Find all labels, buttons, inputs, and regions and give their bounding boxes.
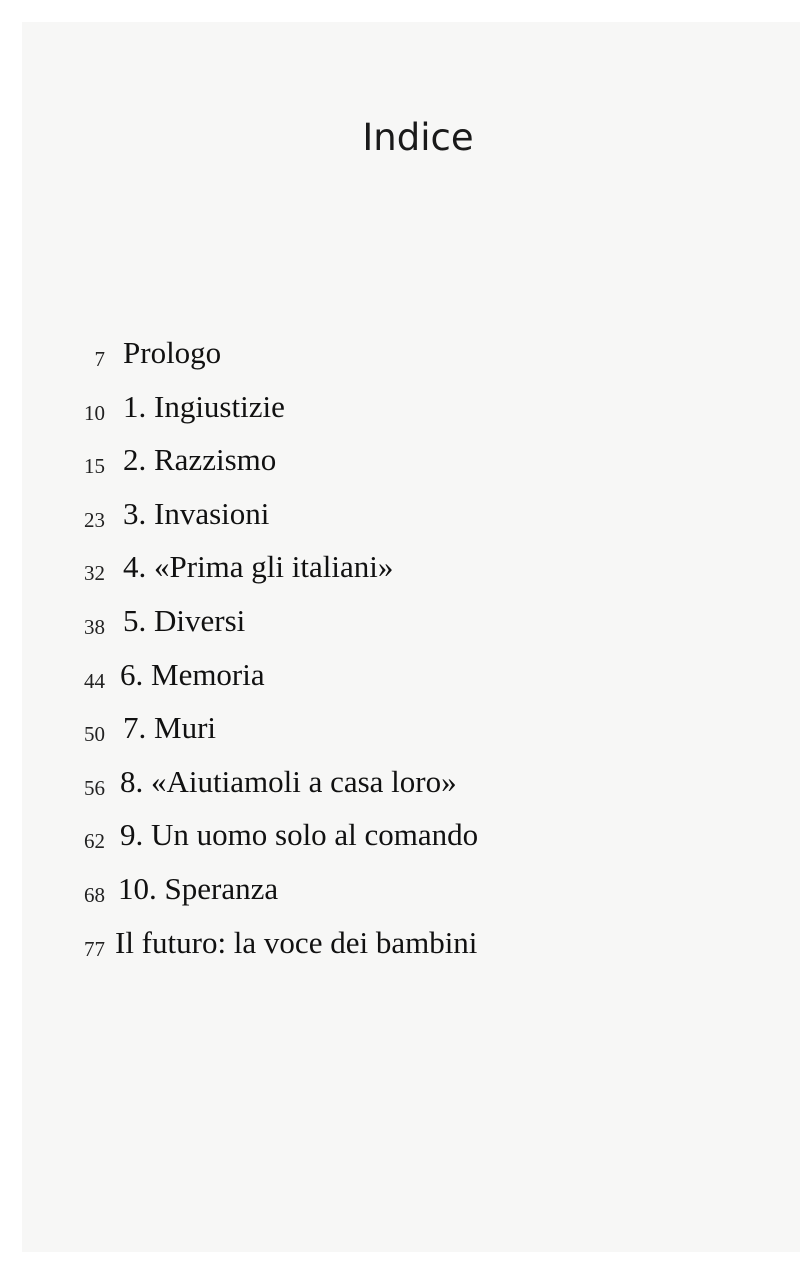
page-title: Indice (362, 116, 474, 159)
toc-page-number: 32 (84, 561, 105, 586)
toc-entry-title: Il futuro: la voce dei bambini (115, 924, 478, 960)
toc-page-number: 23 (84, 507, 105, 532)
toc-entry-title: Prologo (123, 335, 222, 370)
toc-page-number: 56 (84, 775, 105, 800)
toc-entry-title: 1. Ingiustizie (123, 388, 285, 424)
toc-entry-title: 2. Razzismo (123, 442, 277, 478)
toc-page-number: 77 (84, 936, 105, 961)
toc-entry-3 (0, 491, 800, 545)
toc-entry-title: 10. Speranza (118, 870, 279, 906)
toc-entry-2 (0, 437, 800, 491)
toc-page-number: 7 (94, 347, 105, 371)
toc-page-number: 10 (84, 400, 105, 425)
toc-page-number: 44 (84, 668, 105, 693)
toc-entry-6 (0, 652, 800, 706)
toc-entry-8 (0, 759, 800, 813)
toc-entry-title: 8. «Aiutiamoli a casa loro» (120, 763, 457, 799)
toc-page-number: 15 (84, 454, 105, 479)
toc-page-number: 50 (84, 722, 105, 747)
toc-entry-title: 3. Invasioni (123, 495, 270, 531)
toc-entry-5 (0, 598, 800, 652)
toc-entry-4 (0, 544, 800, 598)
toc-entry-title: 9. Un uomo solo al comando (120, 817, 479, 853)
toc-entry-7 (0, 705, 800, 759)
toc-entry-1 (0, 384, 800, 438)
toc-page-number: 68 (84, 882, 105, 907)
toc-entry-title: 5. Diversi (123, 602, 246, 638)
toc-entry-9 (0, 812, 800, 866)
toc-entry-title: 7. Muri (123, 710, 216, 746)
toc-page-number: 62 (84, 829, 105, 854)
toc-page-number: 38 (84, 614, 105, 639)
toc-entry-futuro (0, 920, 800, 974)
toc-entry-title: 4. «Prima gli italiani» (123, 549, 394, 585)
toc-entry-10 (0, 866, 800, 920)
toc-entry-prologo (0, 330, 800, 384)
table-of-contents (0, 330, 800, 973)
toc-entry-title: 6. Memoria (120, 656, 265, 692)
